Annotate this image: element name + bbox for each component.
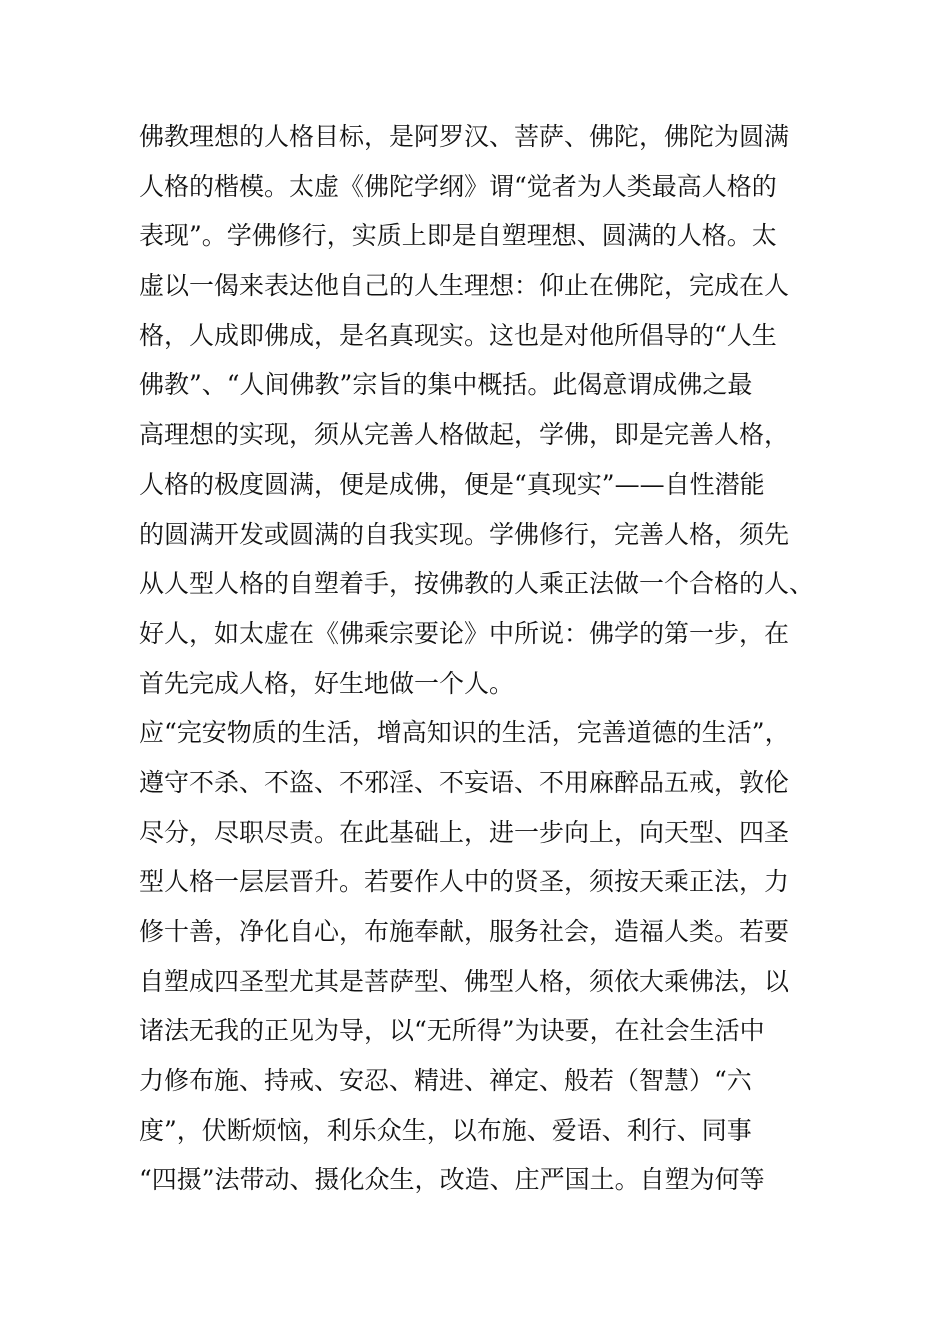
text-line: 诸法无我的正见为导，以“无所得”为诀要，在社会生活中 — [139, 1016, 765, 1046]
text-line: 尽分，尽职尽责。在此基础上，进一步向上，向天型、四圣 — [139, 817, 790, 847]
text-line: 型人格一层层晋升。若要作人中的贤圣，须按天乘正法，力 — [139, 867, 790, 897]
text-line: 自塑成四圣型尤其是菩萨型、佛型人格，须依大乘佛法，以 — [139, 966, 790, 996]
text-line: “四摄”法带动、摄化众生，改造、庄严国土。自塑为何等 — [139, 1165, 765, 1195]
text-line: 从人型人格的自塑着手，按佛教的人乘正法做一个合格的人、 — [139, 569, 815, 599]
text-line: 人格的楷模。太虚《佛陀学纲》谓“觉者为人类最高人格的 — [139, 171, 777, 201]
text-line: 好人，如太虚在《佛乘宗要论》中所说：佛学的第一步，在 — [139, 618, 790, 648]
text-line: 修十善，净化自心，布施奉献，服务社会，造福人类。若要 — [139, 917, 790, 946]
text-line: 高理想的实现，须从完善人格做起，学佛，即是完善人格， — [139, 420, 790, 450]
text-line: 人格的极度圆满，便是成佛，便是“真现实”——自性潜能 — [139, 469, 765, 499]
text-line: 格，人成即佛成，是名真现实。这也是对他所倡导的“人生 — [139, 320, 777, 350]
text-line: 遵守不杀、不盗、不邪淫、不妄语、不用麻醉品五戒，敦伦 — [139, 767, 790, 797]
text-line: 表现”。学佛修行，实质上即是自塑理想、圆满的人格。太 — [139, 221, 777, 251]
text-line: 佛教理想的人格目标，是阿罗汉、菩萨、佛陀，佛陀为圆满 — [139, 122, 790, 151]
text-line: 首先完成人格，好生地做一个人。 — [139, 668, 515, 698]
text-line: 力修布施、持戒、安忍、精进、禅定、般若（智慧）“六 — [139, 1066, 752, 1096]
text-line: 佛教”、“人间佛教”宗旨的集中概括。此偈意谓成佛之最 — [139, 370, 753, 400]
text-line: 的圆满开发或圆满的自我实现。学佛修行，完善人格，须先 — [139, 519, 790, 549]
body-text — [139, 112, 829, 1205]
text-line: 应“完安物质的生活，增高知识的生活，完善道德的生活”， — [139, 718, 790, 748]
text-line: 度”，伏断烦恼，利乐众生，以布施、爱语、利行、同事 — [139, 1115, 752, 1145]
text-line: 虚以一偈来表达他自己的人生理想：仰止在佛陀，完成在人 — [139, 271, 790, 301]
